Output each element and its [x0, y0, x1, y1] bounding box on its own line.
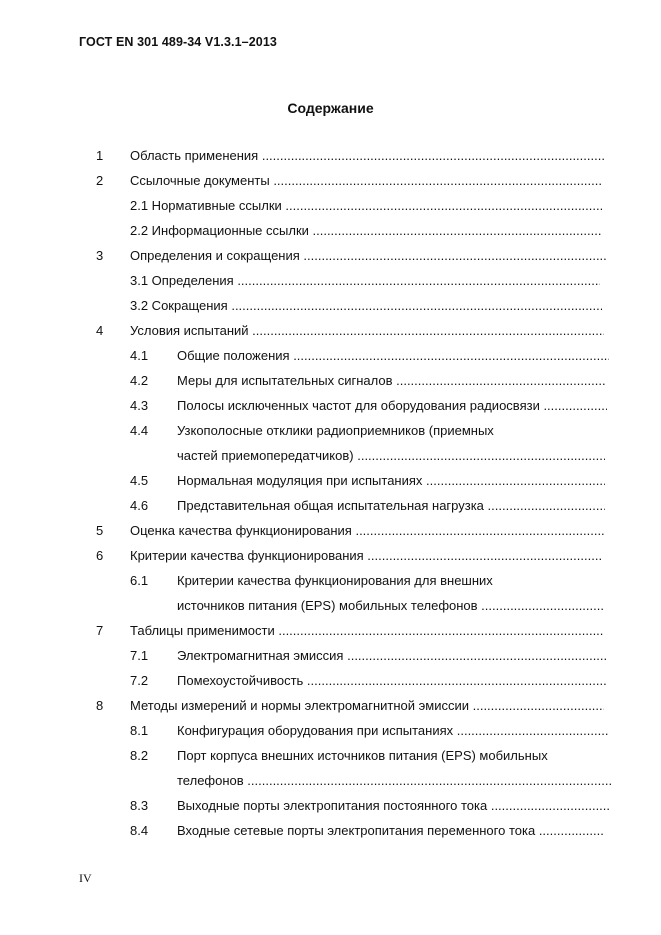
toc-entry-title: Ссылочные документы ..... [130, 172, 602, 190]
toc-entry-number: 8.3 [130, 798, 149, 813]
toc-entry-8-1[interactable] [0, 722, 661, 742]
toc-entry-2-1[interactable] [0, 197, 661, 217]
toc-entry-title: Критерии качества функционирования ..... [130, 547, 602, 565]
toc-entry-title: 2.2 Информационные ссылки ..... [130, 222, 602, 240]
toc-entry-4-1[interactable] [0, 347, 661, 367]
toc-entry-1[interactable] [0, 147, 661, 167]
toc-entry-title: Нормальная модуляция при испытаниях ..... [177, 472, 605, 490]
toc-entry-title: Общие положения ..... [177, 347, 609, 365]
toc-entry-number: 6 [96, 548, 104, 563]
toc-entry-title: 2.1 Нормативные ссылки ..... [130, 197, 602, 215]
toc-entry-title: Критерии качества функционирования для внешних [177, 573, 493, 588]
toc-entry-number: 1 [96, 148, 104, 163]
toc-entry-4-6[interactable] [0, 497, 661, 517]
toc-entry-8-2[interactable] [0, 747, 661, 767]
toc-entry-title: Помехоустойчивость ..... [177, 672, 607, 690]
toc-entry-title: Полосы исключенных частот для оборудования радиосвязи ..... [177, 397, 607, 415]
toc-entry-2[interactable] [0, 172, 661, 192]
toc-entry-number: 7.1 [130, 648, 149, 663]
toc-entry-4-3[interactable] [0, 397, 661, 417]
toc-entry-title: Выходные порты электропитания постоянного тока ..... [177, 797, 609, 815]
page-title: Содержание [287, 100, 374, 116]
document-code-header: ГОСТ EN 301 489-34 V1.3.1–2013 [79, 35, 277, 49]
toc-entry-number: 4.2 [130, 373, 149, 388]
toc-entry-title: Входные сетевые порты электропитания переменного тока ..... [177, 822, 605, 840]
toc-entry-2-2[interactable] [0, 222, 661, 242]
toc-entry-title: Оценка качества функционирования ..... [130, 522, 604, 540]
toc-entry-6-1[interactable] [0, 572, 661, 592]
toc-entry-number: 8 [96, 698, 104, 713]
toc-entry-number: 3 [96, 248, 104, 263]
toc-entry-title: Узкополосные отклики радиоприемников (приемных [177, 423, 494, 438]
toc-entry-8-3[interactable] [0, 797, 661, 817]
toc-entry-number: 4.5 [130, 473, 149, 488]
toc-entry-number: 4 [96, 323, 104, 338]
toc-entry-number: 6.1 [130, 573, 149, 588]
toc-entry-4-4-cont[interactable] [0, 447, 661, 467]
toc-entry-6[interactable] [0, 547, 661, 567]
toc-entry-title: Представительная общая испытательная нагрузка ..... [177, 497, 605, 515]
toc-entry-number: 4.1 [130, 348, 149, 363]
toc-entry-number: 2 [96, 173, 104, 188]
toc-entry-number: 8.4 [130, 823, 149, 838]
toc-entry-title: телефонов ..... [177, 772, 611, 790]
toc-entry-4[interactable] [0, 322, 661, 342]
toc-entry-title: частей приемопередатчиков) ..... [177, 447, 605, 465]
toc-entry-title: Меры для испытательных сигналов ..... [177, 372, 605, 390]
toc-entry-number: 4.3 [130, 398, 149, 413]
toc-entry-8-2-cont[interactable] [0, 772, 661, 792]
toc-entry-title: Порт корпуса внешних источников питания (EPS) мобильных [177, 748, 548, 763]
toc-entry-8-4[interactable] [0, 822, 661, 842]
toc-entry-4-5[interactable] [0, 472, 661, 492]
toc-entry-3-1[interactable] [0, 272, 661, 292]
toc-entry-7-1[interactable] [0, 647, 661, 667]
toc-entry-number: 7.2 [130, 673, 149, 688]
toc-entry-title: 3.2 Сокращения ..... [130, 297, 602, 315]
toc-entry-title: Конфигурация оборудования при испытаниях ..... [177, 722, 609, 740]
toc-entry-number: 5 [96, 523, 104, 538]
toc-entry-title: Таблицы применимости ..... [130, 622, 604, 640]
toc-entry-title: Область применения ..... [130, 147, 606, 165]
toc-entry-4-4[interactable] [0, 422, 661, 442]
toc-entry-number: 4.4 [130, 423, 149, 438]
toc-entry-7[interactable] [0, 622, 661, 642]
toc-entry-title: Условия испытаний ..... [130, 322, 604, 340]
toc-entry-number: 7 [96, 623, 104, 638]
toc-entry-title: Электромагнитная эмиссия ..... [177, 647, 607, 665]
toc-entry-title: Определения и сокращения ..... [130, 247, 606, 265]
toc-entry-3[interactable] [0, 247, 661, 267]
toc-entry-title: источников питания (EPS) мобильных телефонов ..... [177, 597, 603, 615]
toc-entry-8[interactable] [0, 697, 661, 717]
toc-entry-6-1-cont[interactable] [0, 597, 661, 617]
toc-entry-title: 3.1 Определения ..... [130, 272, 600, 290]
toc-entry-number: 4.6 [130, 498, 149, 513]
toc-entry-3-2[interactable] [0, 297, 661, 317]
toc-entry-4-2[interactable] [0, 372, 661, 392]
toc-entry-7-2[interactable] [0, 672, 661, 692]
page-number: IV [79, 871, 92, 885]
toc-entry-number: 8.2 [130, 748, 149, 763]
toc-entry-title: Методы измерений и нормы электромагнитной эмиссии ..... [130, 697, 604, 715]
toc-entry-number: 8.1 [130, 723, 149, 738]
toc-entry-5[interactable] [0, 522, 661, 542]
